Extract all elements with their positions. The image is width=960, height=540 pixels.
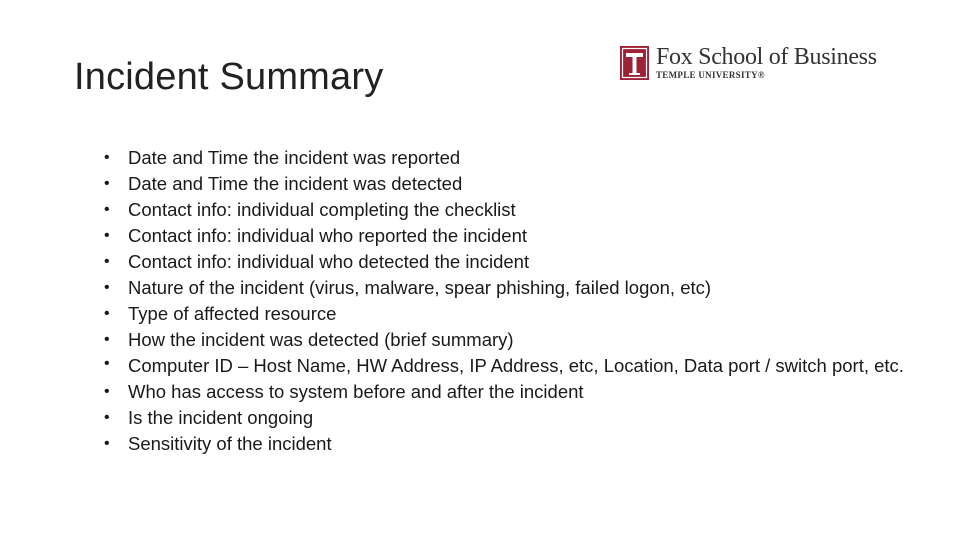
bullet-dot-icon: •: [104, 201, 110, 218]
bullet-item: [104, 223, 904, 249]
bullet-text: Sensitivity of the incident: [128, 433, 332, 454]
bullet-dot-icon: •: [104, 409, 110, 426]
bullet-text: Who has access to system before and after the incident: [128, 381, 584, 402]
bullet-dot-icon: •: [104, 355, 110, 372]
fox-school-logo: [620, 46, 885, 82]
bullet-dot-icon: •: [104, 383, 110, 400]
bullet-text: Nature of the incident (virus, malware, spear phishing, failed logon, etc): [128, 277, 712, 298]
bullet-text: How the incident was detected (brief summary): [128, 329, 514, 350]
bullet-text: Contact info: individual who detected the incident: [128, 251, 530, 272]
bullet-dot-icon: •: [104, 175, 110, 192]
bullet-dot-icon: •: [104, 435, 110, 452]
bullet-dot-icon: •: [104, 253, 110, 270]
temple-t-logo-icon: [620, 46, 649, 80]
bullet-item: [104, 171, 904, 197]
bullet-dot-icon: •: [104, 305, 110, 322]
bullet-dot-icon: •: [104, 149, 110, 166]
bullet-dot-icon: •: [104, 331, 110, 348]
slide-title: Incident Summary: [74, 56, 384, 98]
bullet-text: Computer ID – Host Name, HW Address, IP Address, etc, Location, Data port / switch port, etc.: [128, 355, 904, 376]
bullet-item: [104, 249, 904, 275]
bullet-text: Contact info: individual who reported the incident: [128, 225, 528, 246]
bullet-item: [104, 145, 904, 171]
bullet-text: Date and Time the incident was reported: [128, 147, 461, 168]
bullet-dot-icon: •: [104, 227, 110, 244]
bullet-item: [104, 275, 904, 301]
bullet-item: [104, 197, 904, 223]
bullet-list: [104, 145, 904, 457]
bullet-item: [104, 405, 904, 431]
bullet-item: [104, 379, 904, 405]
bullet-item: [104, 327, 904, 353]
logo-name: Fox School of Business: [656, 44, 877, 70]
bullet-item: [104, 301, 904, 327]
logo-subtitle: TEMPLE UNIVERSITY®: [656, 70, 765, 80]
bullet-dot-icon: •: [104, 279, 110, 296]
bullet-text: Date and Time the incident was detected: [128, 173, 463, 194]
bullet-item: [104, 431, 904, 457]
bullet-text: Type of affected resource: [128, 303, 337, 324]
bullet-text: Contact info: individual completing the checklist: [128, 199, 516, 220]
bullet-text: Is the incident ongoing: [128, 407, 314, 428]
bullet-item: [104, 353, 904, 379]
